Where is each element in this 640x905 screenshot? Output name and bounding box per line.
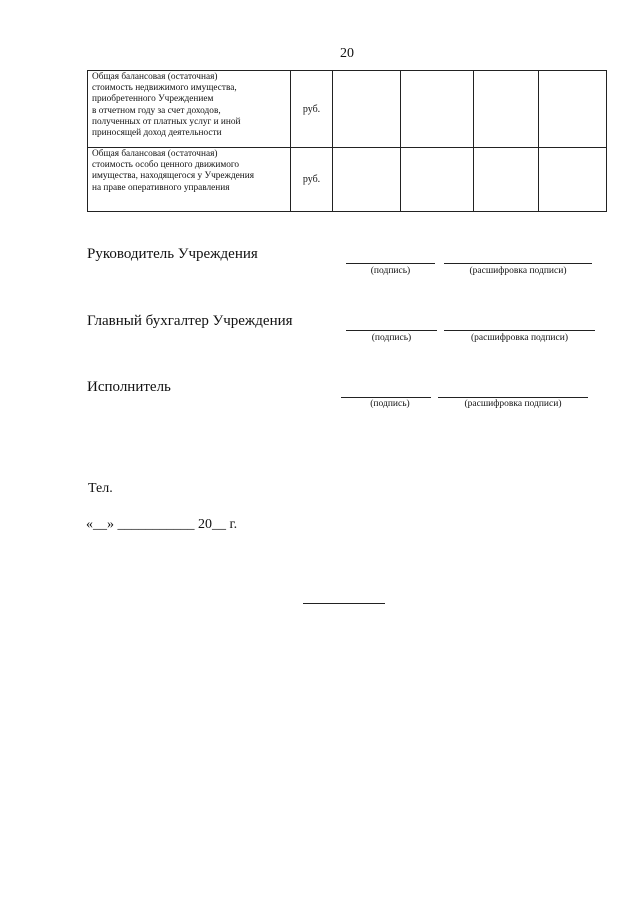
decoding-line <box>444 263 592 264</box>
signature-caption: (подпись) <box>371 333 412 343</box>
row-description: Общая балансовая (остаточная) стоимость недвижимого имущества, приобретенного Учреждением в отчетном году за счет доходов, полученных от платных услуг и иной приносящей доход деятельности <box>88 71 291 148</box>
table-row <box>88 148 607 212</box>
signature-line <box>346 263 435 264</box>
value-cell <box>474 148 539 212</box>
signature-caption: (подпись) <box>370 266 411 276</box>
table-row <box>88 71 607 148</box>
property-value-table <box>87 70 607 212</box>
signature-line <box>341 397 431 398</box>
signature-title-accountant: Главный бухгалтер Учреждения <box>87 313 293 329</box>
value-cell <box>539 71 607 148</box>
decoding-caption: (расшифровка подписи) <box>469 266 567 276</box>
end-rule <box>303 603 385 604</box>
signature-title-executor: Исполнитель <box>87 379 171 395</box>
value-cell <box>539 148 607 212</box>
signature-caption: (подпись) <box>370 399 410 409</box>
signature-title-head: Руководитель Учреждения <box>87 246 258 262</box>
row-unit: руб. <box>291 148 333 212</box>
row-unit: руб. <box>291 71 333 148</box>
decoding-caption: (расшифровка подписи) <box>471 333 568 343</box>
value-cell <box>401 71 474 148</box>
value-cell <box>474 71 539 148</box>
date-line: «__» ___________ 20__ г. <box>86 517 238 532</box>
row-description: Общая балансовая (остаточная) стоимость особо ценного движимого имущества, находящегося у Учреждения на праве оперативного управления <box>88 148 291 212</box>
value-cell <box>333 148 401 212</box>
decoding-line <box>444 330 595 331</box>
decoding-line <box>438 397 588 398</box>
value-cell <box>333 71 401 148</box>
phone-label: Тел. <box>88 481 113 496</box>
decoding-caption: (расшифровка подписи) <box>464 399 562 409</box>
value-cell <box>401 148 474 212</box>
signature-line <box>346 330 437 331</box>
page-number: 20 <box>340 46 354 61</box>
